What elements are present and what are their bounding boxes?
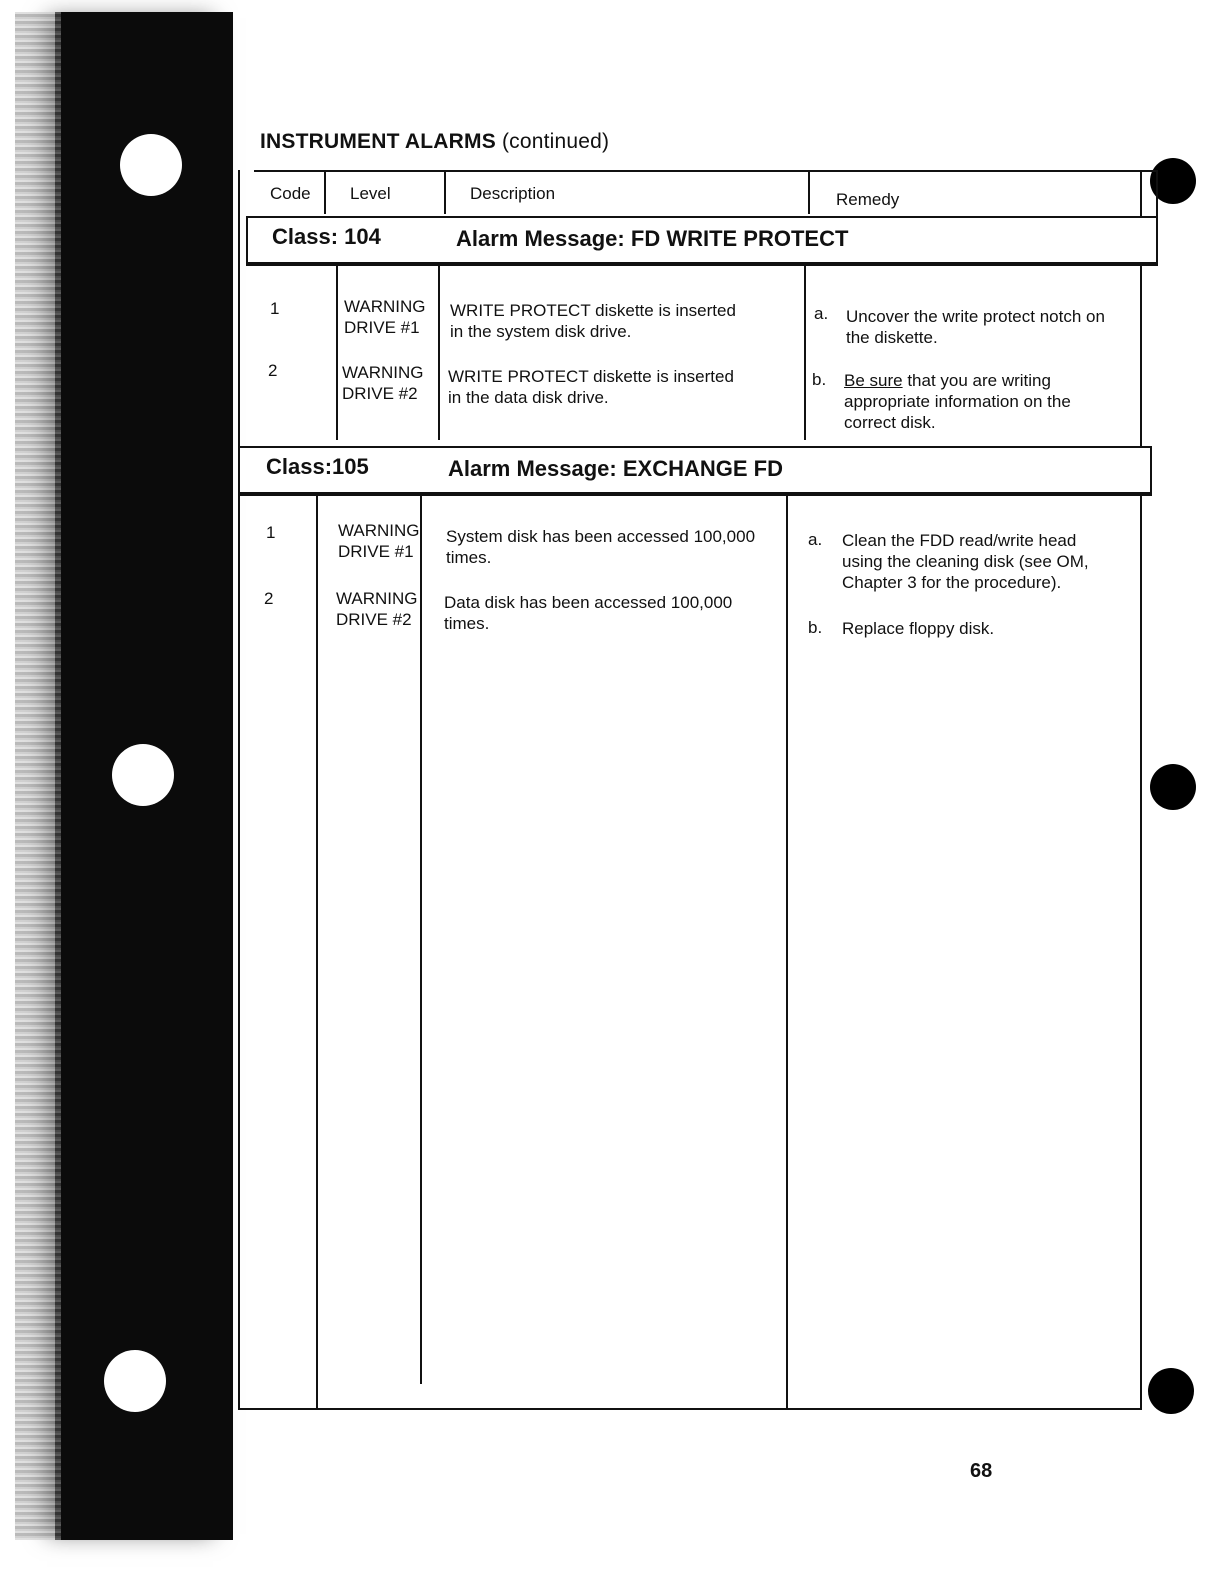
class-105-label-text: Class: [266,454,333,479]
remedy-104-b-text [844,370,1071,433]
class-104-label-text: Class: [272,224,339,249]
alarm-105-label: Alarm Message: [448,456,617,481]
header-description: Description [470,184,556,203]
remedy-104-b-emphasis: Be sure [844,371,903,390]
class-105-number: 105 [332,454,369,479]
section-104-divider-level-description [438,264,440,440]
class-104-number: 104 [344,224,381,249]
punch-hole-bottom [104,1350,166,1412]
remedy-105-b-text: Replace floppy disk. [842,619,995,638]
column-divider-description-remedy-header [808,170,810,214]
section-104-divider-code-level [336,264,338,440]
remedy-105-a-letter: a. [808,530,823,549]
remedy-105-b-letter: b. [808,618,823,637]
page-title-suffix: (continued) [495,130,610,153]
section-104-divider-description-remedy [804,264,806,440]
row-104-1-code: 1 [270,299,280,318]
alarm-105-value: EXCHANGE FD [622,456,783,481]
remedy-104-b-letter: b. [812,370,827,389]
section-105-divider-description-remedy [786,494,788,1408]
class-105-label [266,454,369,480]
header-level: Level [350,184,391,203]
row-105-1-code: 1 [266,523,276,542]
header-remedy: Remedy [836,190,900,209]
class-105-bar [238,446,1152,496]
row-104-1-description: WRITE PROTECT diskette is inserted in the system disk drive. [450,301,736,341]
remedy-105-a-text: Clean the FDD read/write head using the cleaning disk (see OM, Chapter 3 for the procedure). [842,531,1089,592]
column-divider-code-level-header [324,170,326,214]
alarm-105-message [448,456,783,482]
page-title [260,130,609,154]
punch-hole-top [120,134,182,196]
remedy-104-b-body: that you are writing appropriate information on the correct disk. [844,371,1071,432]
page-number: 68 [970,1460,993,1482]
row-105-2-description: Data disk has been accessed 100,000 times. [444,593,733,633]
remedy-104-a-text: Uncover the write protect notch on the diskette. [846,307,1105,347]
alarm-104-value: FD WRITE PROTECT [630,226,849,251]
remedy-104-a-letter: a. [814,304,829,323]
alarm-table [238,170,1158,1410]
alarm-104-label: Alarm Message: [456,226,625,251]
column-divider-level-description-header [444,170,446,214]
row-105-1-description: System disk has been accessed 100,000 times. [446,527,756,567]
row-104-1-level: WARNING DRIVE #1 [344,297,426,337]
section-105-divider-code-level [316,494,318,1408]
row-104-2-code: 2 [268,361,278,380]
section-105-divider-level-description [420,494,422,1384]
table-frame [238,170,1142,1410]
row-104-2-description: WRITE PROTECT diskette is inserted in the data disk drive. [448,367,734,407]
alarm-104-message [456,226,848,252]
page-title-bold: INSTRUMENT ALARMS [260,130,496,153]
class-104-label [272,224,381,250]
class-104-bar [246,216,1158,266]
table-header [254,170,1158,216]
header-code: Code [270,184,311,203]
row-104-2-level: WARNING DRIVE #2 [342,363,424,403]
row-105-2-code: 2 [264,589,274,608]
row-105-1-level: WARNING DRIVE #1 [338,521,420,561]
row-105-2-level: WARNING DRIVE #2 [336,589,418,629]
punch-hole-middle [112,744,174,806]
